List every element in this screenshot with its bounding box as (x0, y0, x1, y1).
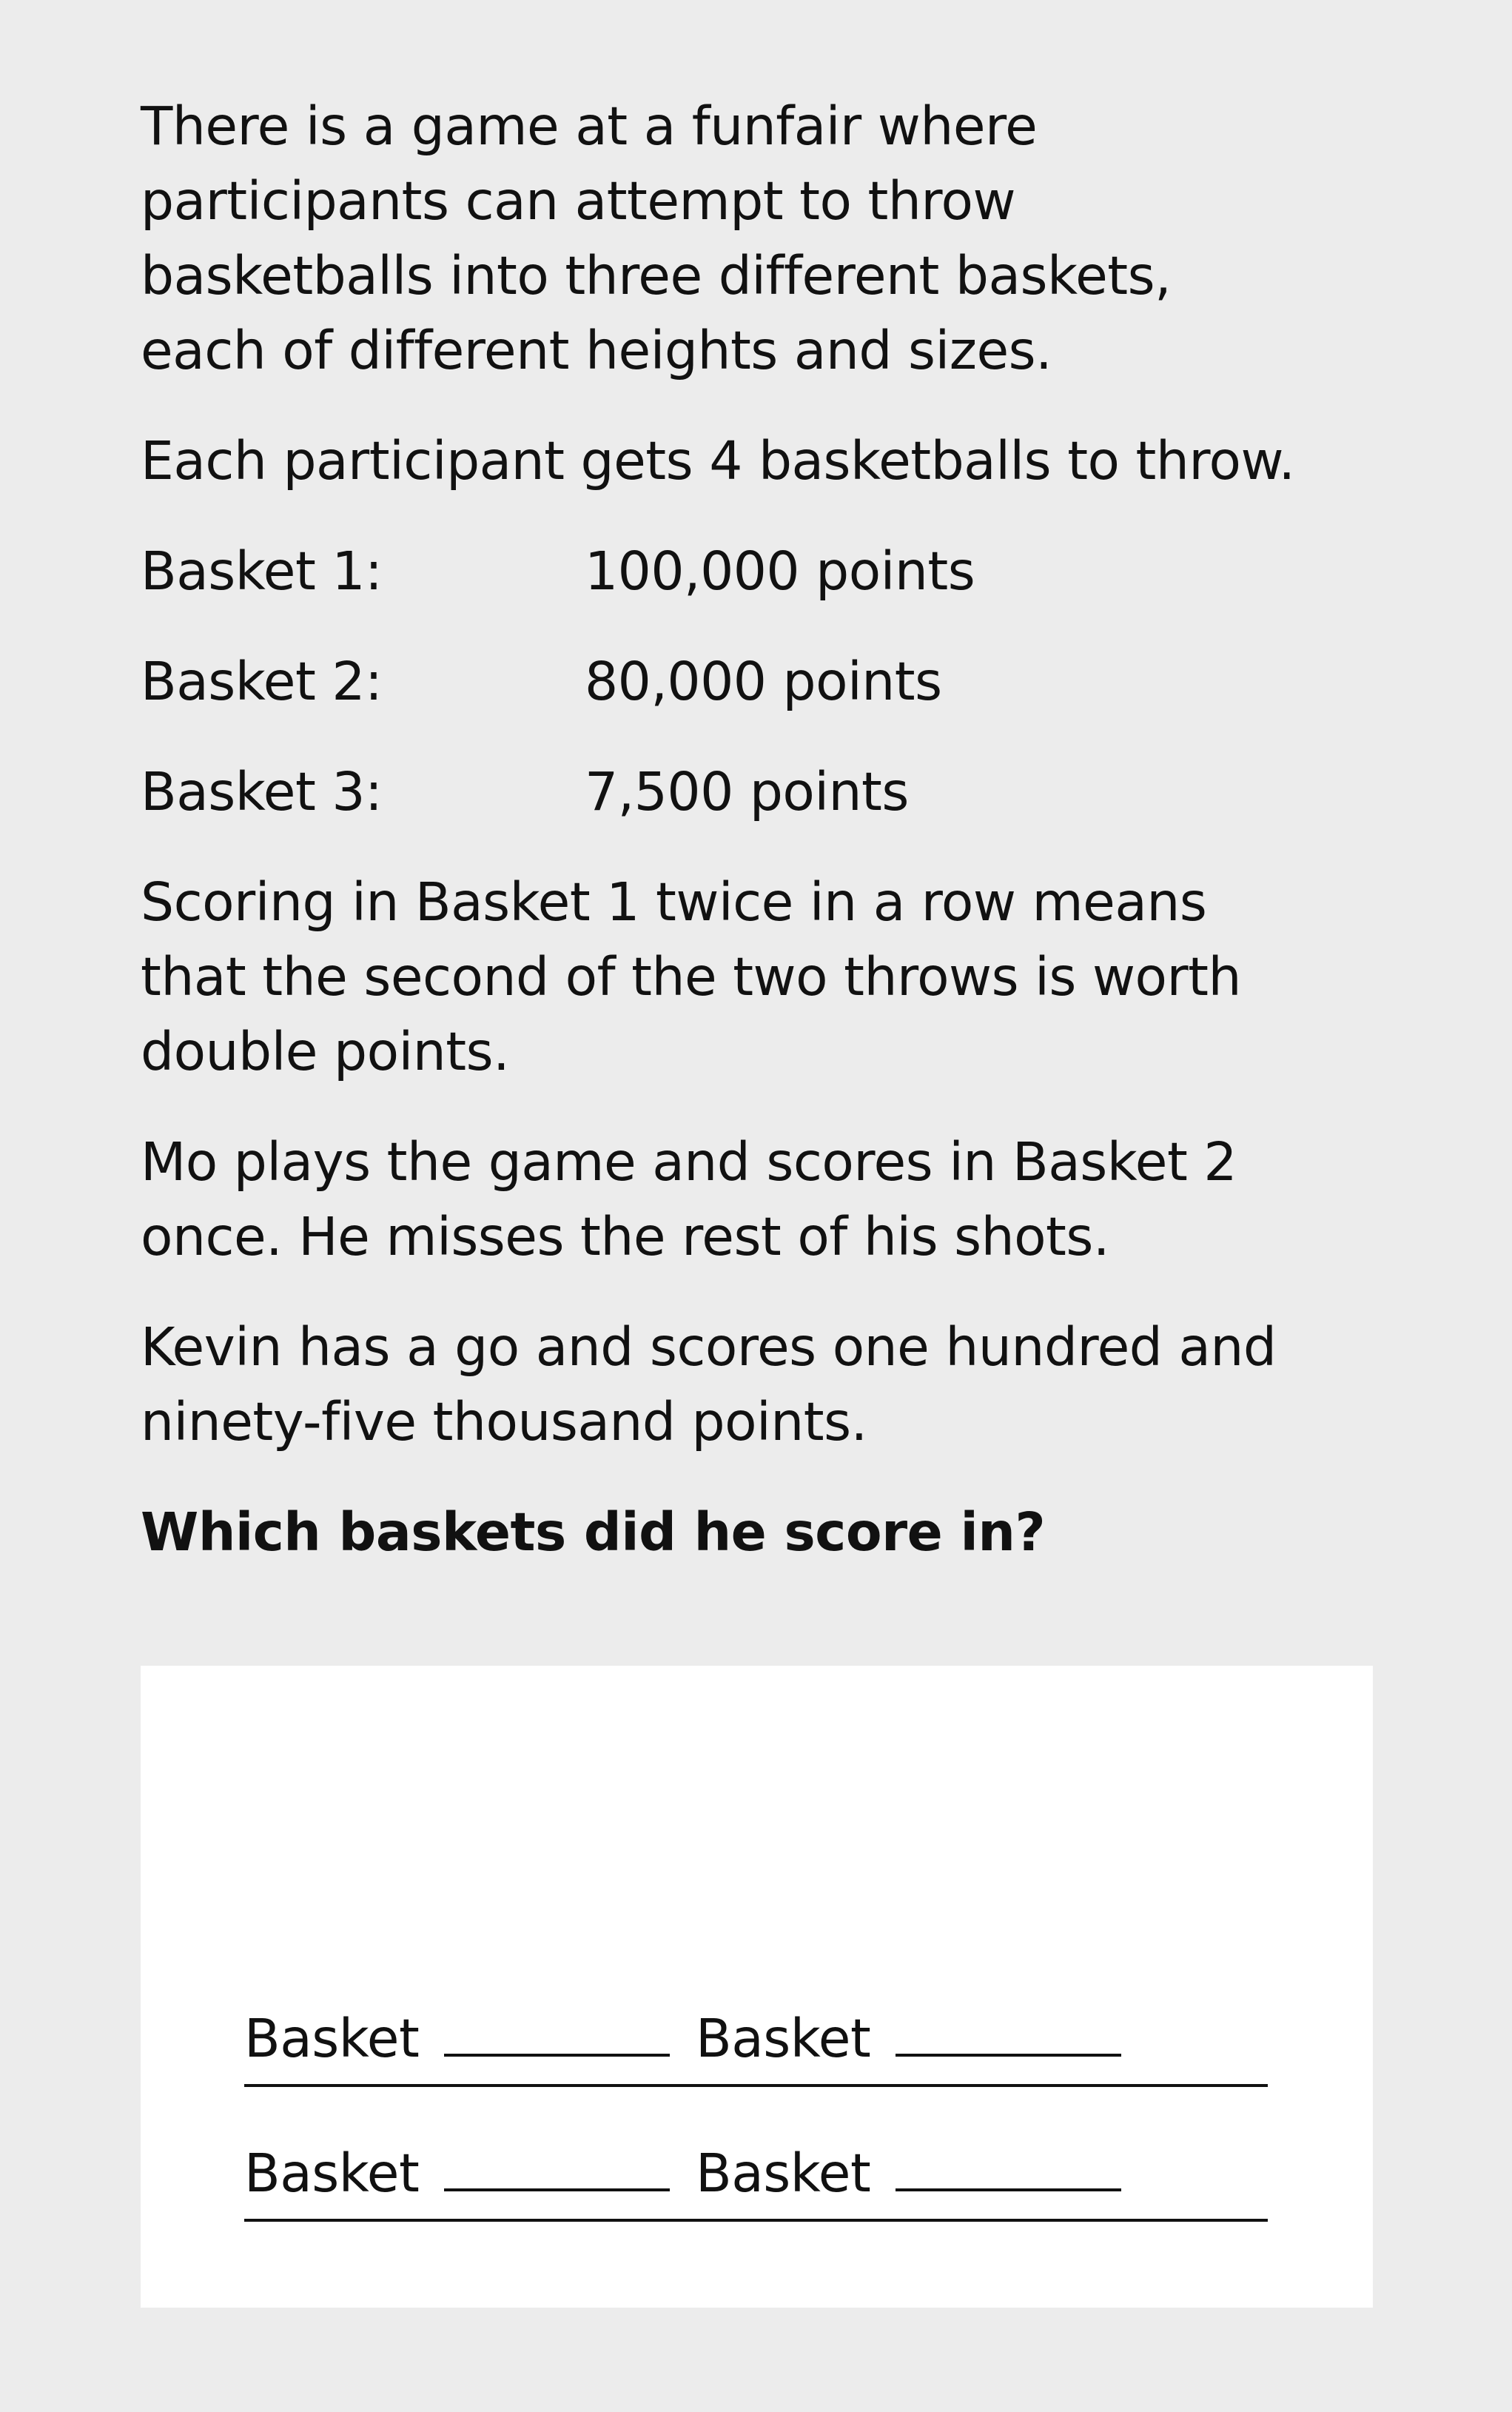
kevin-line-2: ninety-five thousand points. (141, 1391, 867, 1453)
answer-blank[interactable] (444, 2054, 670, 2057)
basket-points: 100,000 points (585, 540, 975, 602)
answer-slot-label: Basket (244, 2143, 420, 2204)
question-prompt: Which baskets did he score in? (141, 1501, 1046, 1563)
basket-points: 80,000 points (585, 651, 942, 712)
answer-row-2 (244, 2130, 1268, 2222)
basket-points: 7,500 points (585, 761, 909, 823)
intro-paragraph (141, 89, 1399, 388)
question-text (141, 89, 1399, 1570)
answer-slot (244, 2140, 670, 2207)
double-rule-line-2: that the second of the two throws is worth (141, 946, 1241, 1008)
double-rule-line-3: double points. (141, 1021, 510, 1082)
basket-label: Basket 1: (141, 540, 383, 602)
basket-label: Basket 2: (141, 651, 383, 712)
intro-line-3: basketballs into three different baskets, (141, 245, 1172, 306)
kevin-line-1: Kevin has a go and scores one hundred and (141, 1316, 1277, 1378)
answer-row-1 (244, 1995, 1268, 2087)
basket-row-2 (141, 644, 1399, 719)
basket-row-3 (141, 754, 1399, 829)
mo-paragraph (141, 1125, 1399, 1274)
answer-slot (696, 2140, 1121, 2207)
answer-slot-label: Basket (696, 2143, 871, 2204)
double-rule-paragraph (141, 865, 1399, 1089)
basket-label: Basket 3: (141, 761, 383, 823)
mo-line-2: once. He misses the rest of his shots. (141, 1206, 1109, 1267)
answer-box (141, 1666, 1373, 2308)
answer-slot-label: Basket (696, 2008, 871, 2069)
answer-slot (696, 2006, 1121, 2072)
answer-blank[interactable] (896, 2054, 1121, 2057)
answer-slot-label: Basket (244, 2008, 420, 2069)
mo-line-1: Mo plays the game and scores in Basket 2 (141, 1131, 1237, 1193)
kevin-paragraph (141, 1310, 1399, 1459)
double-rule-line-1: Scoring in Basket 1 twice in a row means (141, 871, 1207, 933)
answer-blank[interactable] (444, 2188, 670, 2191)
intro-line-4: each of different heights and sizes. (141, 320, 1052, 381)
intro-line-1: There is a game at a funfair where (141, 96, 1038, 157)
basket-row-1 (141, 534, 1399, 609)
intro-line-2: participants can attempt to throw (141, 170, 1016, 232)
answer-blank[interactable] (896, 2188, 1121, 2191)
rule-paragraph: Each participant gets 4 basketballs to throw. (141, 430, 1295, 492)
answer-slot (244, 2006, 670, 2072)
